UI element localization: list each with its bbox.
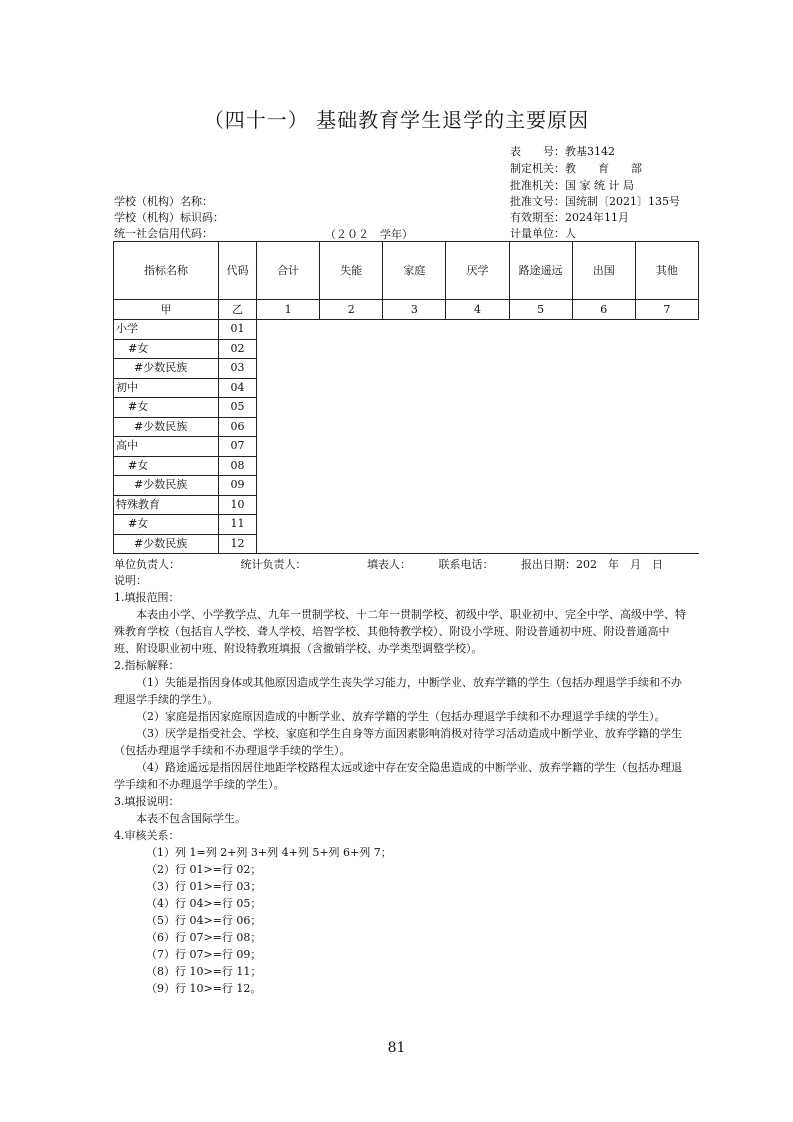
data-cell (320, 359, 383, 379)
row-code: 10 (219, 495, 257, 515)
column-header: 厌学 (446, 242, 509, 300)
table-row (114, 398, 699, 418)
data-cell (446, 495, 509, 515)
data-cell (446, 456, 509, 476)
note-line: （1）失能是指因身体或其他原因造成学生丧失学习能力，中断学业、放弃学籍的学生（包括办理退学手续和不办理退学手续的学生）。 (114, 676, 682, 706)
data-cell (635, 495, 698, 515)
signature-line: 单位负责人： 统计负责人： 填表人： 联系电话： 报出日期：202 年 月 日 (114, 558, 663, 571)
column-index: 乙 (219, 300, 257, 320)
table-row (114, 476, 699, 496)
row-label: #少数民族 (114, 534, 219, 554)
column-header: 出国 (572, 242, 635, 300)
data-cell (509, 417, 572, 437)
data-cell (257, 515, 320, 535)
issuing-authority: 制定机关：教 育 部 (510, 162, 642, 175)
data-cell (320, 437, 383, 457)
school-name-label: 学校（机构）名称： (114, 195, 213, 208)
column-header: 路途遥远 (509, 242, 572, 300)
data-cell (446, 534, 509, 554)
data-cell (320, 320, 383, 340)
data-cell (509, 339, 572, 359)
data-cell (257, 437, 320, 457)
column-index: 7 (635, 300, 698, 320)
row-label: 特殊教育 (114, 495, 219, 515)
data-cell (635, 417, 698, 437)
data-cell (509, 320, 572, 340)
data-cell (635, 456, 698, 476)
table-row (114, 320, 699, 340)
row-label: #少数民族 (114, 417, 219, 437)
data-cell (572, 534, 635, 554)
row-code: 04 (219, 378, 257, 398)
data-cell (572, 437, 635, 457)
data-cell (383, 320, 446, 340)
data-cell (320, 398, 383, 418)
row-code: 03 (219, 359, 257, 379)
school-id-label: 学校（机构）标识码： (114, 211, 224, 224)
data-cell (572, 417, 635, 437)
note-line: 本表不包含国际学生。 (136, 812, 246, 825)
data-cell (635, 437, 698, 457)
row-label: #女 (114, 515, 219, 535)
data-cell (509, 398, 572, 418)
data-cell (635, 476, 698, 496)
data-cell (320, 339, 383, 359)
row-code: 08 (219, 456, 257, 476)
data-cell (446, 339, 509, 359)
data-cell (257, 476, 320, 496)
academic-year: （２０２ 学年） (325, 228, 413, 241)
data-cell (320, 476, 383, 496)
note-line: 1.填报范围： (114, 591, 180, 604)
data-cell (257, 378, 320, 398)
column-header: 指标名称 (114, 242, 219, 300)
data-cell (257, 495, 320, 515)
data-cell (635, 534, 698, 554)
note-line: 2.指标解释： (114, 659, 180, 672)
header-row (114, 242, 699, 300)
data-cell (257, 417, 320, 437)
data-cell (509, 456, 572, 476)
data-cell (320, 515, 383, 535)
row-label: #女 (114, 339, 219, 359)
note-line: （6）行 07>=行 08； (146, 931, 262, 944)
row-label: #少数民族 (114, 476, 219, 496)
data-cell (635, 378, 698, 398)
column-header: 家庭 (383, 242, 446, 300)
data-cell (383, 339, 446, 359)
row-code: 12 (219, 534, 257, 554)
table-row (114, 456, 699, 476)
note-line: 说明： (114, 574, 147, 587)
data-cell (635, 320, 698, 340)
row-code: 05 (219, 398, 257, 418)
table-row (114, 378, 699, 398)
data-cell (446, 515, 509, 535)
valid-until: 有效期至：2024年11月 (510, 211, 629, 224)
row-code: 02 (219, 339, 257, 359)
column-header: 代码 (219, 242, 257, 300)
data-cell (509, 476, 572, 496)
column-index: 2 (320, 300, 383, 320)
row-label: 小学 (114, 320, 219, 340)
column-index: 3 (383, 300, 446, 320)
data-cell (572, 515, 635, 535)
data-cell (572, 359, 635, 379)
row-code: 01 (219, 320, 257, 340)
data-cell (257, 456, 320, 476)
data-cell (572, 476, 635, 496)
data-cell (320, 378, 383, 398)
data-cell (257, 320, 320, 340)
data-cell (383, 437, 446, 457)
data-cell (320, 534, 383, 554)
data-cell (635, 359, 698, 379)
data-cell (383, 515, 446, 535)
note-line: （3）厌学是指受社会、学校、家庭和学生自身等方面因素影响消极对待学习活动造成中断学业、放弃学籍的学生（包括办理退学手续和不办理退学手续的学生）。 (114, 727, 682, 757)
note-line: （1）列 1=列 2+列 3+列 4+列 5+列 6+列 7； (146, 846, 392, 859)
data-cell (509, 437, 572, 457)
unit-of-measure: 计量单位：人 (510, 227, 576, 240)
column-index: 5 (509, 300, 572, 320)
data-cell (383, 476, 446, 496)
data-cell (446, 476, 509, 496)
data-cell (320, 495, 383, 515)
data-cell (635, 398, 698, 418)
table-row (114, 437, 699, 457)
column-header: 失能 (320, 242, 383, 300)
data-cell (383, 495, 446, 515)
data-cell (446, 359, 509, 379)
data-cell (257, 398, 320, 418)
column-header: 合计 (257, 242, 320, 300)
note-line: （9）行 10>=行 12。 (146, 982, 262, 995)
data-cell (572, 398, 635, 418)
credit-code-label: 统一社会信用代码： (114, 227, 213, 240)
data-cell (446, 437, 509, 457)
data-cell (509, 495, 572, 515)
column-index: 4 (446, 300, 509, 320)
data-cell (383, 398, 446, 418)
data-cell (383, 417, 446, 437)
note-line: 4.审核关系： (114, 829, 180, 842)
note-line: （2）家庭是指因家庭原因造成的中断学业、放弃学籍的学生（包括办理退学手续和不办理退学手续的学生）。 (136, 710, 666, 723)
form-number: 表 号：教基3142 (510, 145, 615, 158)
row-label: 初中 (114, 378, 219, 398)
index-row (114, 300, 699, 320)
row-code: 09 (219, 476, 257, 496)
approving-authority: 批准机关：国 家 统 计 局 (510, 179, 634, 192)
note-line: 本表由小学、小学教学点、九年一贯制学校、十二年一贯制学校、初级中学、职业初中、完全中学、高级中学、特殊教育学校（包括盲人学校、聋人学校、培智学校、其他特教学校）、附设小学班、附设普通初中班、附设普通高中班、附设职业初中班、附设特教班填报（含撤销学校、办学类型调整学校）。 (114, 608, 686, 655)
approval-number: 批准文号：国统制〔2021〕135号 (510, 195, 680, 208)
column-index: 1 (257, 300, 320, 320)
data-cell (383, 378, 446, 398)
note-line: （3）行 01>=行 03； (146, 880, 262, 893)
data-cell (446, 417, 509, 437)
data-cell (635, 515, 698, 535)
data-cell (383, 359, 446, 379)
table-row (114, 339, 699, 359)
row-code: 06 (219, 417, 257, 437)
table-row (114, 534, 699, 554)
row-label: 高中 (114, 437, 219, 457)
table-row (114, 515, 699, 535)
data-cell (320, 417, 383, 437)
row-label: #少数民族 (114, 359, 219, 379)
note-line: （4）路途遥远是指因居住地距学校路程太远或途中存在安全隐患造成的中断学业、放弃学籍的学生（包括办理退学手续和不办理退学手续的学生）。 (114, 761, 682, 791)
data-cell (446, 378, 509, 398)
data-cell (572, 495, 635, 515)
instructions (114, 572, 690, 997)
note-line: （2）行 01>=行 02； (146, 863, 262, 876)
data-cell (320, 456, 383, 476)
data-cell (509, 534, 572, 554)
data-cell (572, 456, 635, 476)
note-line: （5）行 04>=行 06； (146, 914, 262, 927)
note-line: 3.填报说明： (114, 795, 180, 808)
column-index: 甲 (114, 300, 219, 320)
data-cell (446, 320, 509, 340)
data-cell (257, 339, 320, 359)
row-code: 07 (219, 437, 257, 457)
report-table (113, 241, 699, 554)
data-cell (572, 320, 635, 340)
data-cell (383, 456, 446, 476)
data-cell (509, 359, 572, 379)
row-label: #女 (114, 456, 219, 476)
page-title: （四十一） 基础教育学生退学的主要原因 (203, 108, 590, 132)
note-line: （8）行 10>=行 11； (146, 965, 262, 978)
data-cell (509, 515, 572, 535)
data-cell (509, 378, 572, 398)
note-line: （4）行 04>=行 05； (146, 897, 262, 910)
column-index: 6 (572, 300, 635, 320)
data-cell (572, 339, 635, 359)
data-cell (257, 534, 320, 554)
page-number: 81 (387, 1040, 406, 1056)
data-cell (446, 398, 509, 418)
data-cell (572, 378, 635, 398)
column-header: 其他 (635, 242, 698, 300)
row-label: #女 (114, 398, 219, 418)
data-cell (383, 534, 446, 554)
table-row (114, 495, 699, 515)
note-line: （7）行 07>=行 09； (146, 948, 262, 961)
data-cell (635, 339, 698, 359)
table-row (114, 359, 699, 379)
table-row (114, 417, 699, 437)
row-code: 11 (219, 515, 257, 535)
data-cell (257, 359, 320, 379)
